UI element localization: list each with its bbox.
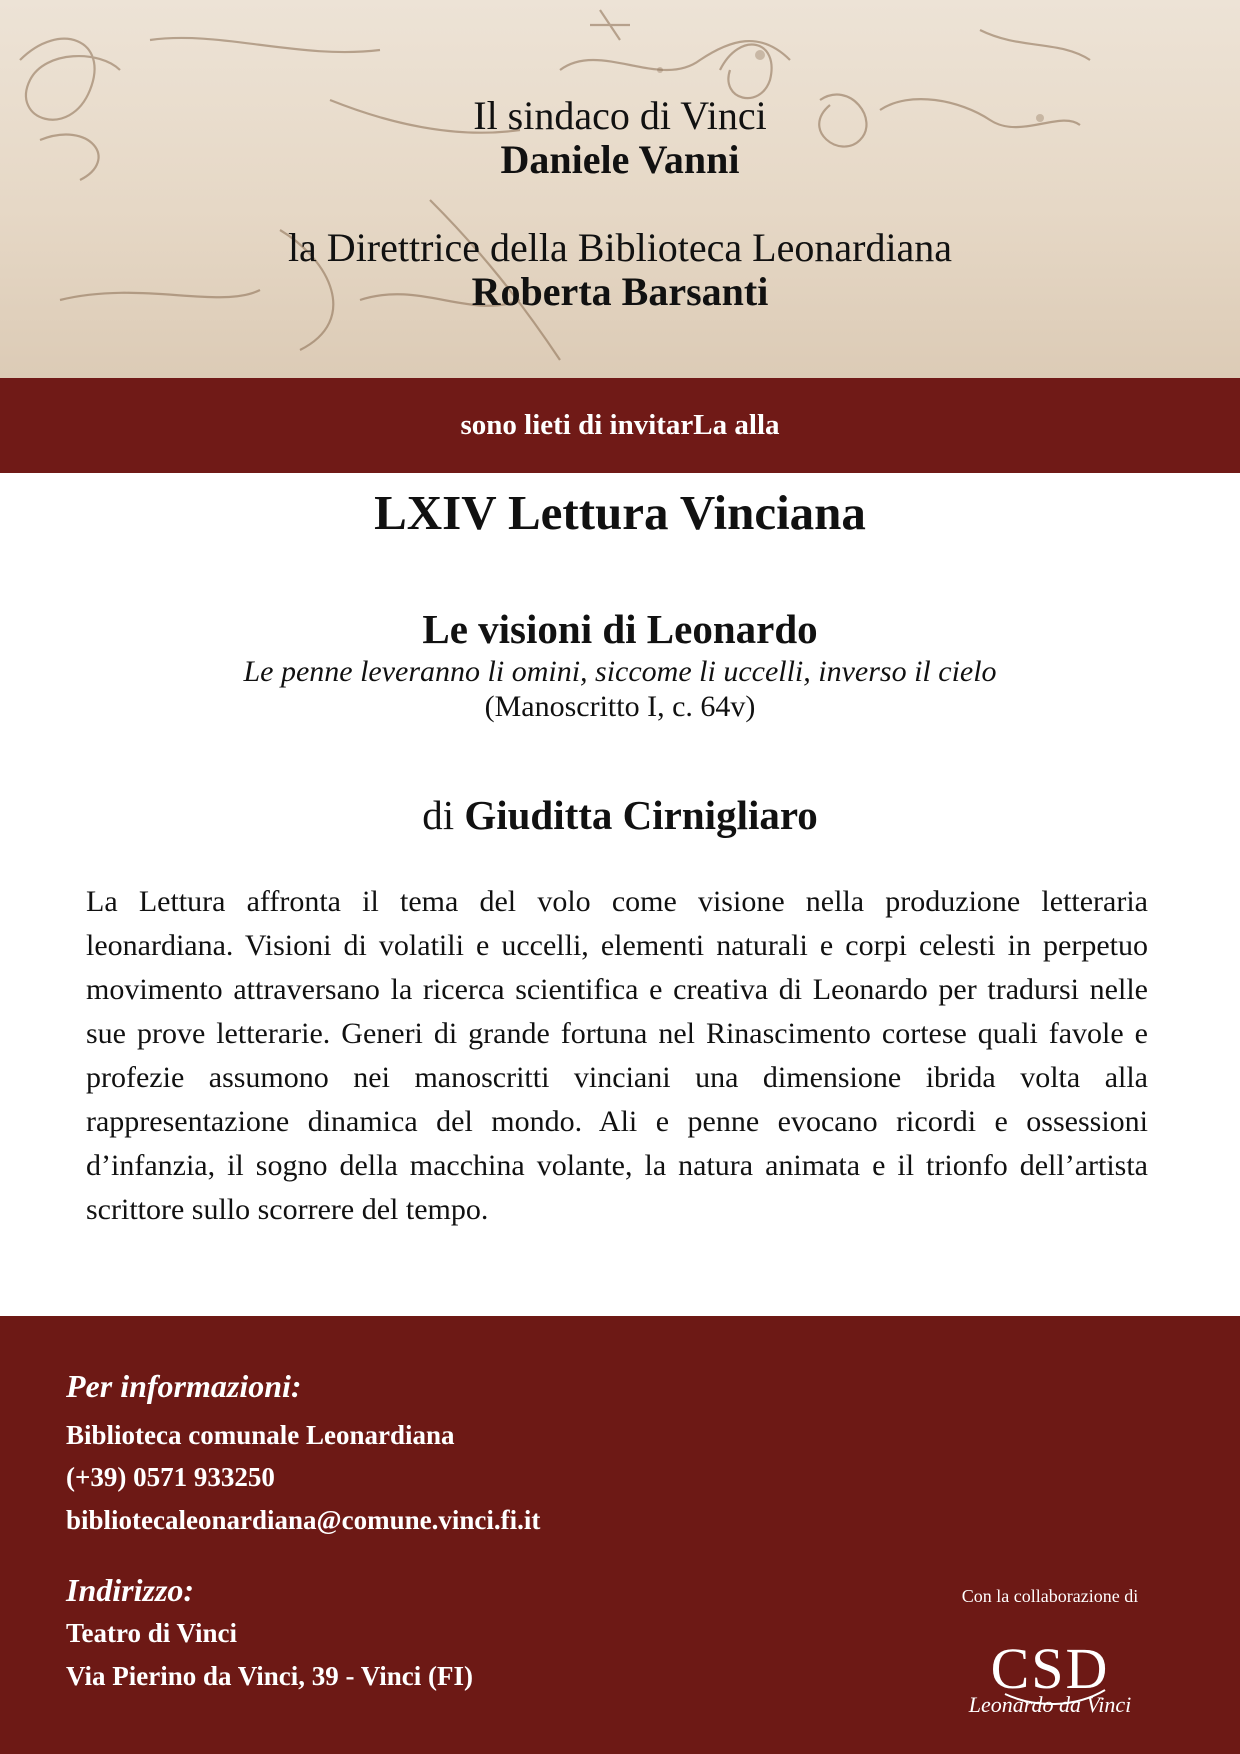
host1-name: Daniele Vanni bbox=[500, 137, 740, 182]
csd-logo-text: CSD bbox=[990, 1636, 1110, 1701]
address-heading: Indirizzo: bbox=[66, 1572, 195, 1608]
info-heading: Per informazioni: bbox=[66, 1368, 302, 1404]
author-name: Giuditta Cirnigliaro bbox=[464, 792, 818, 838]
host2-role: la Direttrice della Biblioteca Leonardiana bbox=[287, 225, 953, 270]
abstract-paragraph: La Lettura affronta il tema del volo come visione nella produzione letteraria leonardiana. Visioni di volatili e uccelli, elementi naturali e corpi celesti in perpetuo movimento attraversano la ricerca scientifica e creativa di Leonardo per tradursi nelle sue prove letterarie. Generi di grande fortuna nel Rinascimento cortese quali favole e profezie assumono nei manoscritti vinciani una dimensione ibrida volta alla rappresentazione dinamica del mondo. Ali e penne evocano ricordi e ossessioni d’infanzia, il sogno della macchina volante, la natura animata e il trionfo dell’artista scrittore sullo scorrere del tempo. bbox=[86, 885, 1148, 1226]
hosts-block bbox=[0, 94, 1240, 314]
host2-name: Roberta Barsanti bbox=[471, 269, 769, 314]
event-title: LXIV Lettura Vinciana bbox=[374, 485, 866, 540]
csd-logo-subtitle: Leonardo da Vinci bbox=[968, 1692, 1132, 1717]
footer-info-panel bbox=[0, 1316, 1240, 1754]
venue-name: Teatro di Vinci bbox=[66, 1618, 238, 1648]
host1-role: Il sindaco di Vinci bbox=[473, 93, 767, 138]
invite-text: sono lieti di invitarLa alla bbox=[460, 409, 780, 441]
csd-logo bbox=[945, 1616, 1155, 1736]
phone-number[interactable]: (+39) 0571 933250 bbox=[66, 1462, 275, 1492]
email-link[interactable]: bibliotecaleonardiana@comune.vinci.fi.it bbox=[66, 1505, 541, 1535]
street-address: Via Pierino da Vinci, 39 - Vinci (FI) bbox=[66, 1661, 473, 1691]
author-prefix: di bbox=[422, 792, 455, 838]
quote-source: (Manoscritto I, c. 64v) bbox=[484, 690, 756, 723]
invite-banner bbox=[0, 378, 1240, 473]
collaboration-text: Con la collaborazione di bbox=[961, 1586, 1139, 1606]
library-name: Biblioteca comunale Leonardiana bbox=[66, 1420, 455, 1450]
lecture-title: Le visioni di Leonardo bbox=[422, 606, 818, 652]
lecture-quote: Le penne leveranno li omini, siccome li uccelli, inverso il cielo bbox=[243, 655, 997, 688]
author-line bbox=[0, 791, 1240, 839]
